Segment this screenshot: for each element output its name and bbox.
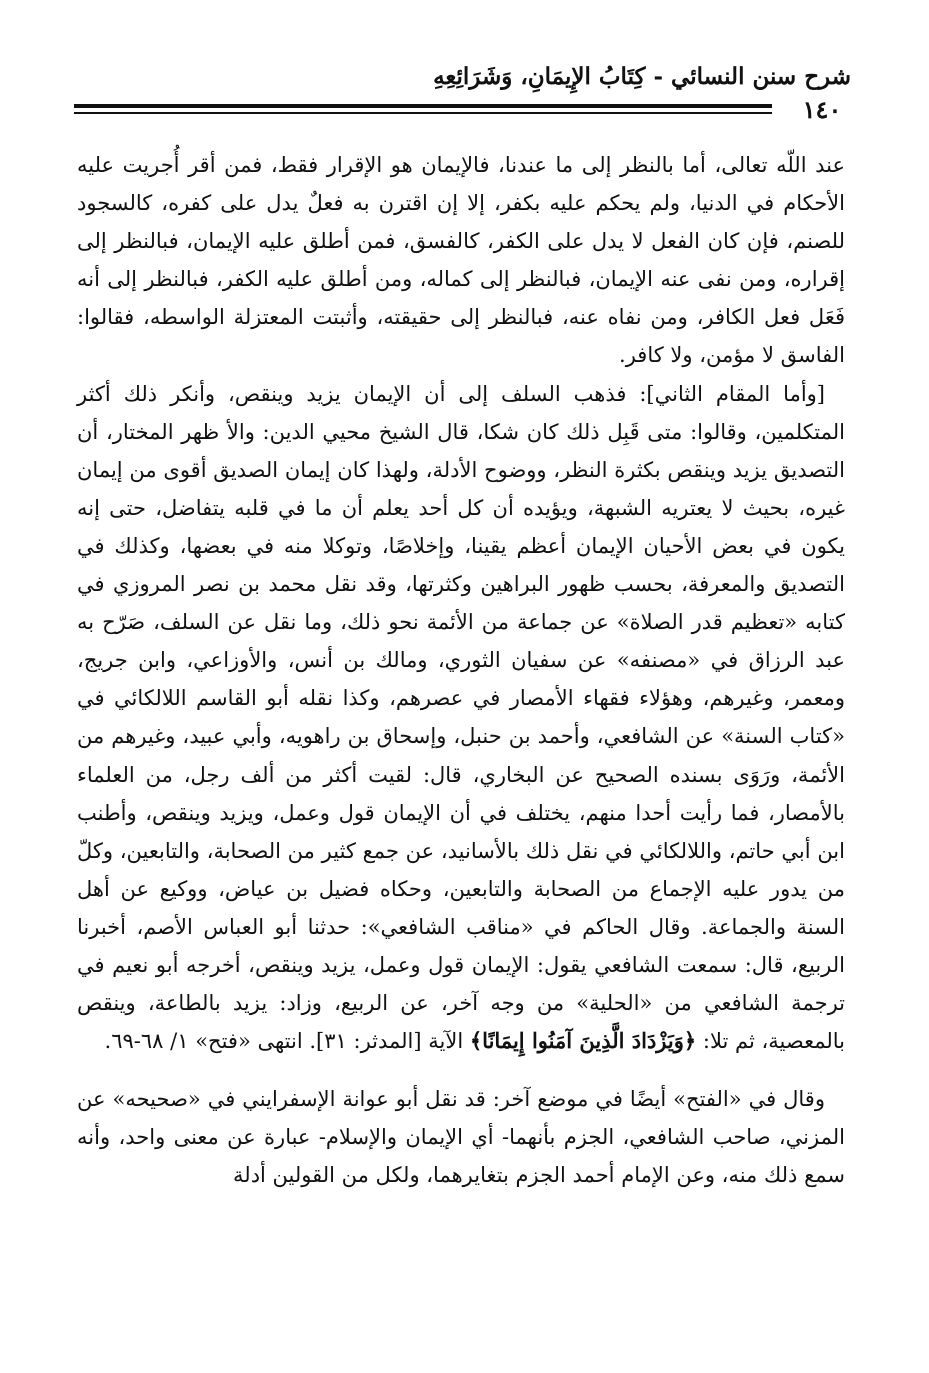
- running-header-title: شرح سنن النسائي - كِتَابُ الإِيمَانِ، وَشَرَائِعِهِ: [433, 63, 851, 90]
- header-rule-block: [74, 95, 860, 125]
- paragraph-3: وقال في «الفتح» أيضًا في موضع آخر: قد نقل أبو عوانة الإسفرايني في «صحيحه» عن المزني، صاحب الشافعي، الجزم بأنهما- أي الإيمان والإسلام- عبارة عن معنى واحد، وأنه سمع ذلك منه، وعن الإمام أحمد الجزم بتغايرهما، ولكل من القولين أدلة: [77, 1087, 845, 1188]
- body-text: [77, 146, 845, 1195]
- paragraph-2-text: [وأما المقام الثاني]: فذهب السلف إلى أن الإيمان يزيد وينقص، وأنكر ذلك أكثر المتكلمين، وقالوا: متى قَبِل ذلك كان شكا، قال الشيخ محيي الدين: والأ ظهر المختار، أن التصديق يزيد وينقص بكثرة النظر، ووضوح الأدلة، ولهذا كان إيمان الصديق أقوى من إيمان غيره، بحيث لا يعتريه الشبهة، ويؤيده أن كل أحد يعلم أن ما في قلبه يتفاضل، حتى إنه يكون في بعض الأحيان الإيمان أعظم يقينا، وإخلاصًا، وتوكلا منه في بعضها، وكذلك في التصديق والمعرفة، بحسب ظهور البراهين وكثرتها، وقد نقل محمد بن نصر المروزي في كتابه «تعظيم قدر الصلاة» عن جماعة من الأئمة نحو ذلك، وما نقل عن السلف، صَرّح به عبد الرزاق في «مصنفه» عن سفيان الثوري، ومالك بن أنس، والأوزاعي، وابن جريج، ومعمر، وغيرهم، وهؤلاء فقهاء الأمصار في عصرهم، وكذا نقله أبو القاسم اللالكائي في «كتاب السنة» عن الشافعي، وأحمد بن حنبل، وإسحاق بن راهويه، وأبي عبيد، وغيرهم من الأئمة، ورَوَى بسنده الصحيح عن البخاري، قال: لقيت أكثر من ألف رجل، من العلماء بالأمصار، فما رأيت أحدا منهم، يختلف في أن الإيمان قول وعمل، ويزيد وينقص، وأطنب ابن أبي حاتم، واللالكائي في نقل ذلك بالأسانيد، عن جمع كثير من الصحابة، والتابعين، وكلّ من يدور عليه الإجماع من الصحابة والتابعين، وحكاه فضيل بن عياض، ووكيع عن أهل السنة والجماعة. وقال الحاكم في «مناقب الشافعي»: حدثنا أبو العباس الأصم، أخبرنا الربيع، قال: سمعت الشافعي يقول: الإيمان قول وعمل، يزيد وينقص، أخرجه أبو نعيم في ترجمة الشافعي من «الحلية» من وجه آخر، عن الربيع، وزاد: يزيد بالطاعة، وينقص بالمعصية، ثم تلا:: [77, 381, 846, 1054]
- header-rule-thick: [74, 104, 772, 108]
- quran-verse: ﴿وَيَزْدَادَ الَّذِينَ آمَنُوا إِيمَانًا﴾: [469, 1028, 697, 1054]
- paragraph-2-ending: الآية [المدثر: ٣١]. انتهى «فتح» ١/ ٦٨-٦٩.: [104, 1029, 464, 1054]
- paragraph-2: [77, 375, 845, 1061]
- paragraph-1: عند اللّه تعالى، أما بالنظر إلى ما عندنا، فالإيمان هو الإقرار فقط، فمن أقر أُجريت عليه الأحكام في الدنيا، ولم يحكم عليه بكفر، إلا إن اقترن به فعلٌ يدل على كفره، كالسجود للصنم، فإن كان الفعل لا يدل على الكفر، كالفسق، فمن أطلق عليه الإيمان، فبالنظر إلى إقراره، ومن نفى عنه الإيمان، فبالنظر إلى كماله، ومن أطلق عليه الكفر، فبالنظر إلى أنه فَعَل فعل الكافر، ومن نفاه عنه، فبالنظر إلى حقيقته، وأثبتت المعتزلة الواسطه، فقالوا: الفاسق لا مؤمن، ولا كافر.: [77, 153, 845, 368]
- page-number: ١٤٠: [802, 95, 842, 124]
- header-rule-thin: [74, 112, 772, 114]
